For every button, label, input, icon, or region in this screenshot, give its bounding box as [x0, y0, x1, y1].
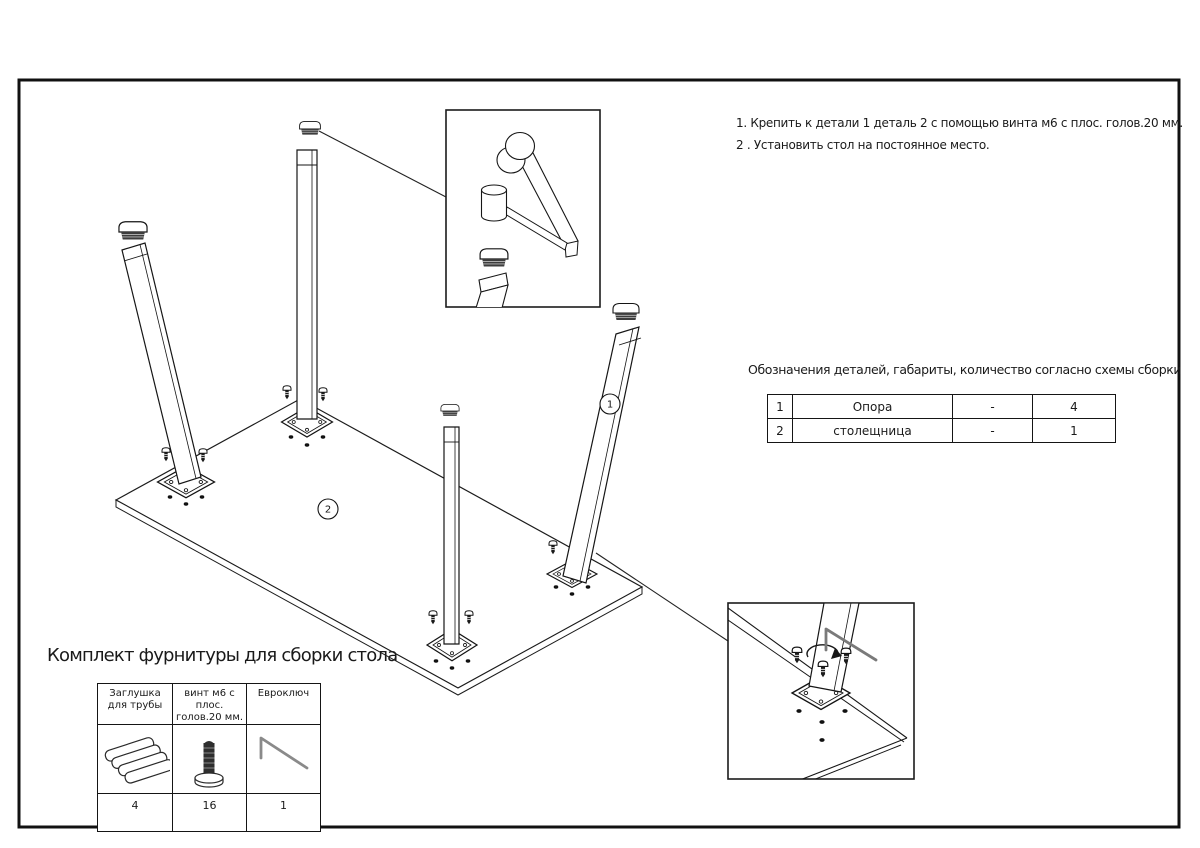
table-row: [768, 395, 1116, 419]
tube-cap-back: [300, 121, 321, 134]
part-dims: -: [953, 395, 1033, 419]
hardware-image-cell: [173, 725, 247, 794]
part-name: столещница: [793, 419, 953, 443]
leg-right: [563, 327, 641, 583]
part-name: Опора: [793, 395, 953, 419]
part-callout-2: [318, 499, 338, 519]
hardware-label-tube-cap: Заглушка для трубы: [98, 684, 173, 725]
hardware-kit-title: Комплект фурнитуры для сборки стола: [47, 645, 398, 666]
instruction-step-1: 1. Крепить к детали 1 деталь 2 с помощью винта м6 с плос. голов.20 мм.: [736, 116, 1183, 130]
hardware-qty-hex-key: 1: [247, 794, 321, 832]
hardware-image-cell: [247, 725, 321, 794]
part-qty: 1: [1033, 419, 1116, 443]
hardware-qty-screw: 16: [173, 794, 247, 832]
detail-view-cap-insertion: [446, 110, 600, 308]
instruction-step-2: 2 . Установить стол на постоянное место.: [736, 138, 990, 152]
parts-table: [767, 394, 1116, 443]
hardware-qty-tube-cap: 4: [98, 794, 173, 832]
tube-cap-right: [613, 304, 639, 321]
part-qty: 4: [1033, 395, 1116, 419]
part-callout-1: [600, 394, 620, 414]
leg-front-left: [122, 243, 201, 484]
hardware-label-hex-key: Евроключ: [247, 684, 321, 725]
leg-back: [297, 150, 317, 419]
leg-front-middle: [444, 427, 459, 644]
part-dims: -: [953, 419, 1033, 443]
screw-icon: [173, 726, 245, 792]
hardware-kit-table: [97, 683, 321, 832]
tube-cap-middle: [441, 404, 459, 416]
assembly-instructions: [736, 112, 1186, 156]
svg-text:1: 1: [606, 399, 614, 411]
detail-view-leg-mounting: [728, 603, 914, 782]
part-number: 2: [768, 419, 793, 443]
parts-table-title: Обозначения деталей, габариты, количество согласно схемы сборки: [748, 362, 1182, 377]
hardware-label-screw: винт м6 с плос. голов.20 мм.: [173, 684, 247, 725]
svg-text:2: 2: [324, 504, 332, 516]
hex-key-icon: [247, 726, 319, 792]
part-number: 1: [768, 395, 793, 419]
table-row: [768, 419, 1116, 443]
tube-cap-left: [119, 222, 147, 240]
hardware-image-cell: [98, 725, 173, 794]
leader-line-cap-detail: [319, 131, 446, 197]
tube-cap-icon: [98, 726, 170, 792]
